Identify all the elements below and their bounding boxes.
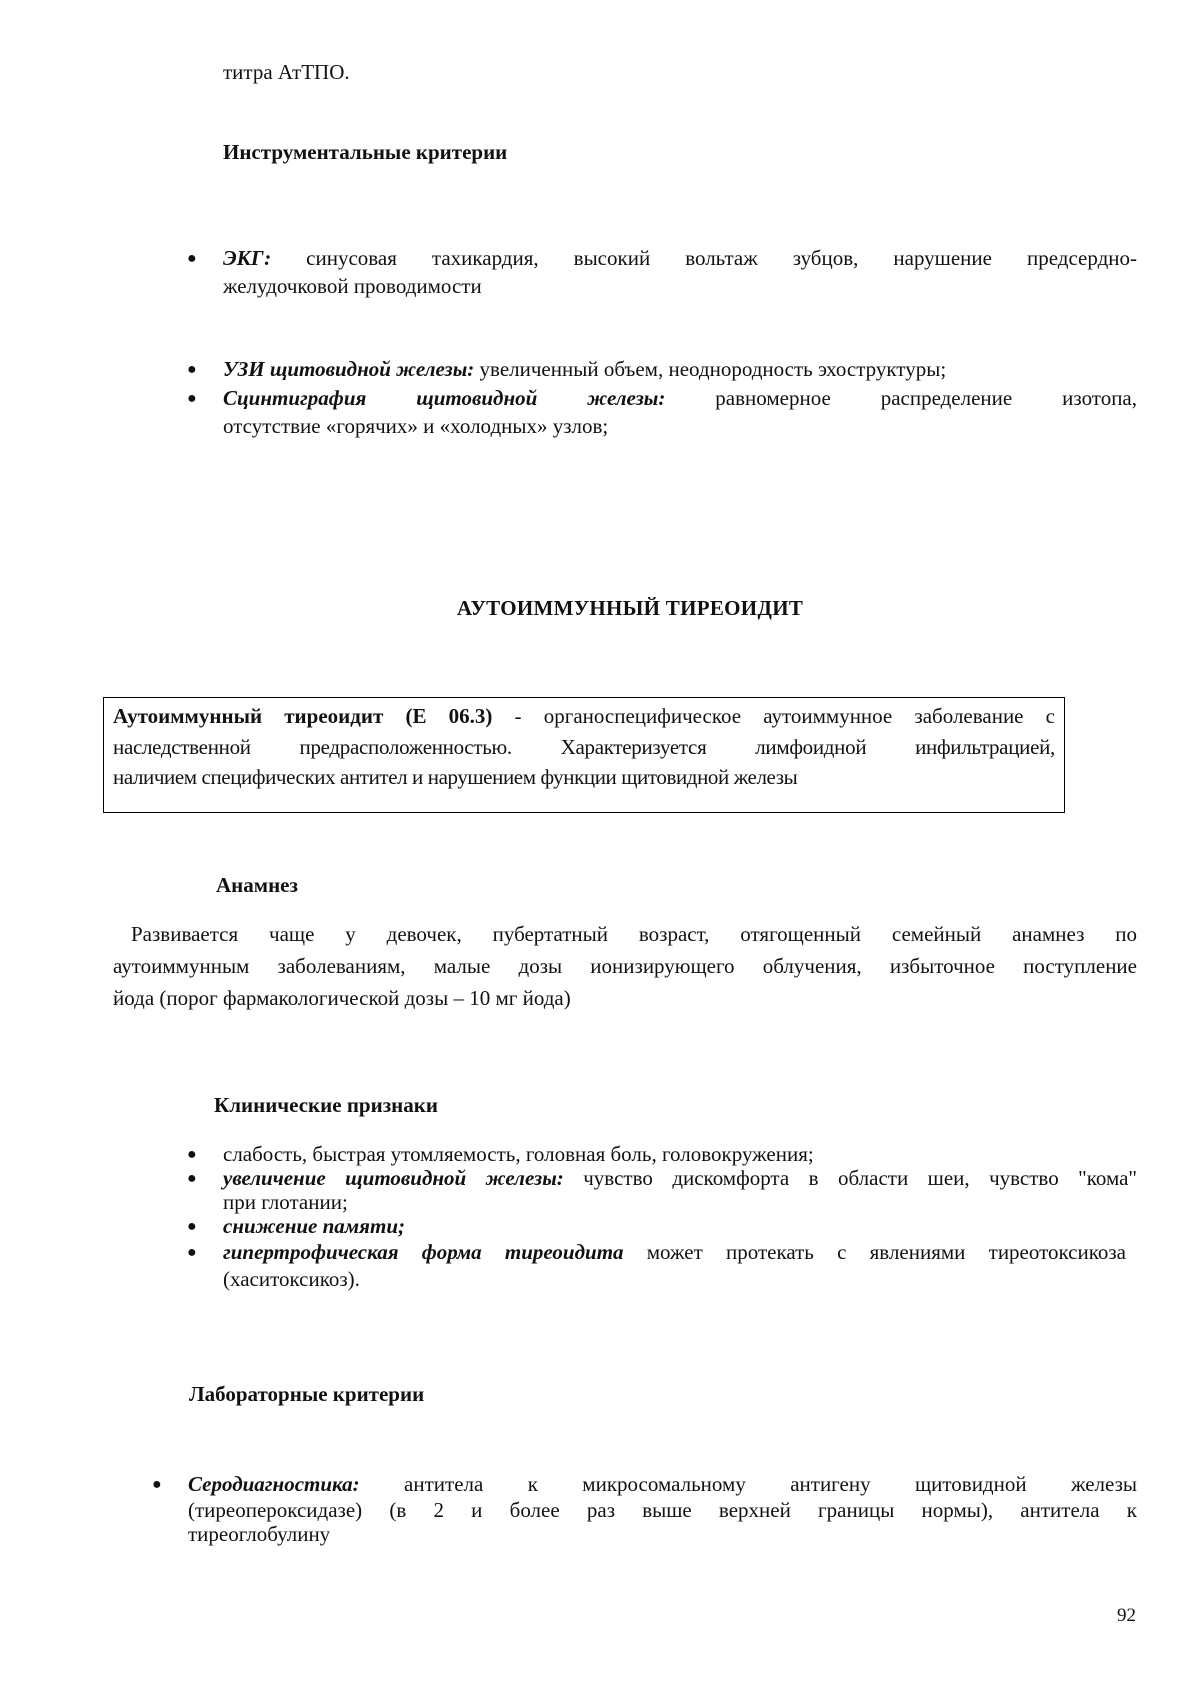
list-item-line: отсутствие «горячих» и «холодных» узлов; — [223, 414, 609, 438]
list-item-label: гипертрофическая форма тиреоидита — [223, 1240, 624, 1264]
list-item-line: при глотании; — [223, 1190, 348, 1214]
instrumental-heading: Инструментальные критерии — [223, 140, 508, 164]
list-item-label: снижение памяти; — [223, 1214, 405, 1238]
bullet-icon: ● — [187, 361, 197, 378]
list-item-label: увеличение щитовидной железы: — [223, 1166, 564, 1190]
list-item-line: тиреоглобулину — [188, 1522, 331, 1546]
list-item-label: Серодиагностика: — [188, 1472, 360, 1496]
anamnesis-line-3: йода (порог фармакологической дозы – 10 мг йода) — [113, 986, 571, 1010]
list-item-line — [188, 1471, 1137, 1497]
definition-term: Аутоиммунный тиреоидит (Е 06.3) — [113, 704, 493, 728]
list-item-text: слабость, быстрая утомляемость, головная боль, головокружения; — [223, 1142, 814, 1166]
list-item-text: может протекать с явлениями тиреотоксикоза — [646, 1240, 1126, 1264]
bullet-icon: ● — [187, 250, 197, 267]
list-item-line — [223, 385, 1137, 411]
definition-text: - органоспецифическое аутоиммунное заболевание с — [514, 704, 1055, 728]
list-item-line: желудочковой проводимости — [223, 274, 482, 298]
anamnesis-line-2: аутоиммунным заболеваниям, малые дозы ионизирующего облучения, избыточное поступление — [113, 954, 1137, 978]
bullet-icon: ● — [187, 1218, 197, 1235]
list-item-line — [223, 1165, 1137, 1191]
list-item-line — [223, 245, 1137, 271]
list-item-line: (тиреопероксидазе) (в 2 и более раз выше верхней границы нормы), антитела к — [188, 1498, 1137, 1522]
list-item-text: чувство дискомфорта в области шеи, чувство "кома" — [583, 1166, 1138, 1190]
bullet-icon: ● — [187, 390, 197, 407]
bullet-icon: ● — [187, 1146, 197, 1163]
bullet-icon: ● — [187, 1244, 197, 1261]
definition-line-1 — [113, 703, 1055, 729]
bullet-icon: ● — [187, 1170, 197, 1187]
list-item-line — [223, 1239, 1126, 1265]
list-item-line: (хаситоксикоз). — [223, 1267, 360, 1291]
definition-line-3: наличием специфических антител и нарушением функции щитовидной железы — [113, 765, 798, 789]
list-item-text: антитела к микросомальному антигену щитовидной железы — [404, 1472, 1137, 1496]
definition-line-2: наследственной предрасположенностью. Характеризуется лимфоидной инфильтрацией, — [113, 735, 1055, 759]
anamnesis-line-1: Развивается чаще у девочек, пубертатный возраст, отягощенный семейный анамнез по — [131, 922, 1137, 946]
laboratory-heading: Лабораторные критерии — [189, 1382, 425, 1406]
top-fragment: титра АтТПО. — [223, 60, 350, 84]
bullet-icon: ● — [152, 1476, 162, 1493]
list-item-text: синусовая тахикардия, высокий вольтаж зубцов, нарушение предсердно- — [306, 246, 1137, 270]
anamnesis-heading: Анамнез — [216, 873, 298, 897]
list-item-text: равномерное распределение изотопа, — [715, 386, 1137, 410]
list-item-label: ЭКГ: — [223, 246, 272, 270]
page-number: 92 — [1117, 1605, 1136, 1626]
list-item-text: увеличенный объем, неоднородность эхоструктуры; — [479, 357, 947, 381]
section-title: АУТОИММУННЫЙ ТИРЕОИДИТ — [456, 596, 804, 620]
clinical-heading: Клинические признаки — [214, 1093, 438, 1117]
list-item-line — [223, 356, 946, 382]
list-item-label: Сцинтиграфия щитовидной железы: — [223, 386, 666, 410]
list-item-label: УЗИ щитовидной железы: — [223, 357, 475, 381]
